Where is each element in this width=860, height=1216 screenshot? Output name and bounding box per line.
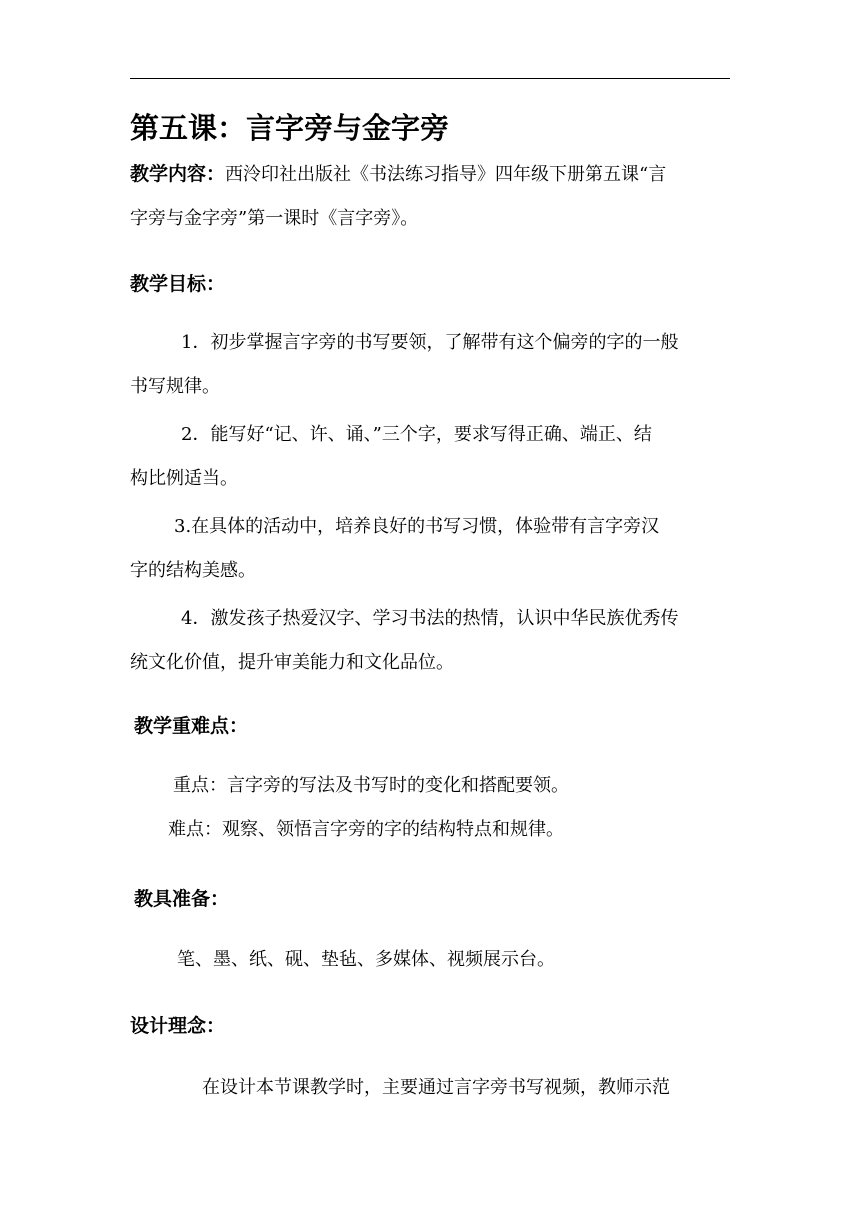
objective-1-line-1: 1．初步掌握言字旁的书写要领，了解带有这个偏旁的字的一般	[181, 332, 679, 353]
objective-4-line-2: 统文化价值，提升审美能力和文化品位。	[130, 652, 454, 673]
objective-3-line-2: 字的结构美感。	[130, 560, 256, 581]
objective-4	[130, 597, 730, 685]
design-heading: 设计理念：	[130, 1015, 226, 1037]
lesson-title: 第五课：言字旁与金字旁	[130, 111, 450, 145]
objectives-heading: 教学目标：	[130, 273, 226, 295]
objective-3-line-1: 3.在具体的活动中，培养良好的书写习惯，体验带有言字旁汉	[174, 516, 660, 537]
key-point-difficulty: 难点：观察、领悟言字旁的字的结构特点和规律。	[168, 819, 564, 840]
objective-3	[130, 505, 730, 593]
objective-2-line-2: 构比例适当。	[130, 468, 238, 489]
objective-2	[130, 413, 730, 501]
objective-4-line-1: 4．激发孩子热爱汉字、学习书法的热情，认识中华民族优秀传	[181, 608, 679, 629]
teaching-content-line-2: 字旁与金字旁”第一课时《言字旁》。	[130, 208, 419, 229]
materials-text: 笔、墨、纸、砚、垫毡、多媒体、视频展示台。	[177, 949, 555, 970]
teaching-content-text-1: 西泠印社出版社《书法练习指导》四年级下册第五课“言	[225, 164, 667, 185]
teaching-content	[130, 152, 730, 241]
design-text: 在设计本节课教学时，主要通过言字旁书写视频，教师示范	[202, 1077, 670, 1098]
teaching-content-label: 教学内容：	[130, 163, 226, 185]
key-point-focus: 重点：言字旁的写法及书写时的变化和搭配要领。	[173, 775, 569, 796]
header-rule	[130, 78, 730, 79]
key-points-heading: 教学重难点：	[134, 715, 249, 737]
objective-2-line-1: 2．能写好“记、许、诵、”三个字，要求写得正确、端正、结	[181, 424, 652, 445]
objective-1	[130, 321, 730, 409]
materials-heading: 教具准备：	[134, 888, 230, 910]
objective-1-line-2: 书写规律。	[130, 376, 220, 397]
teaching-content-line-1	[130, 152, 730, 197]
